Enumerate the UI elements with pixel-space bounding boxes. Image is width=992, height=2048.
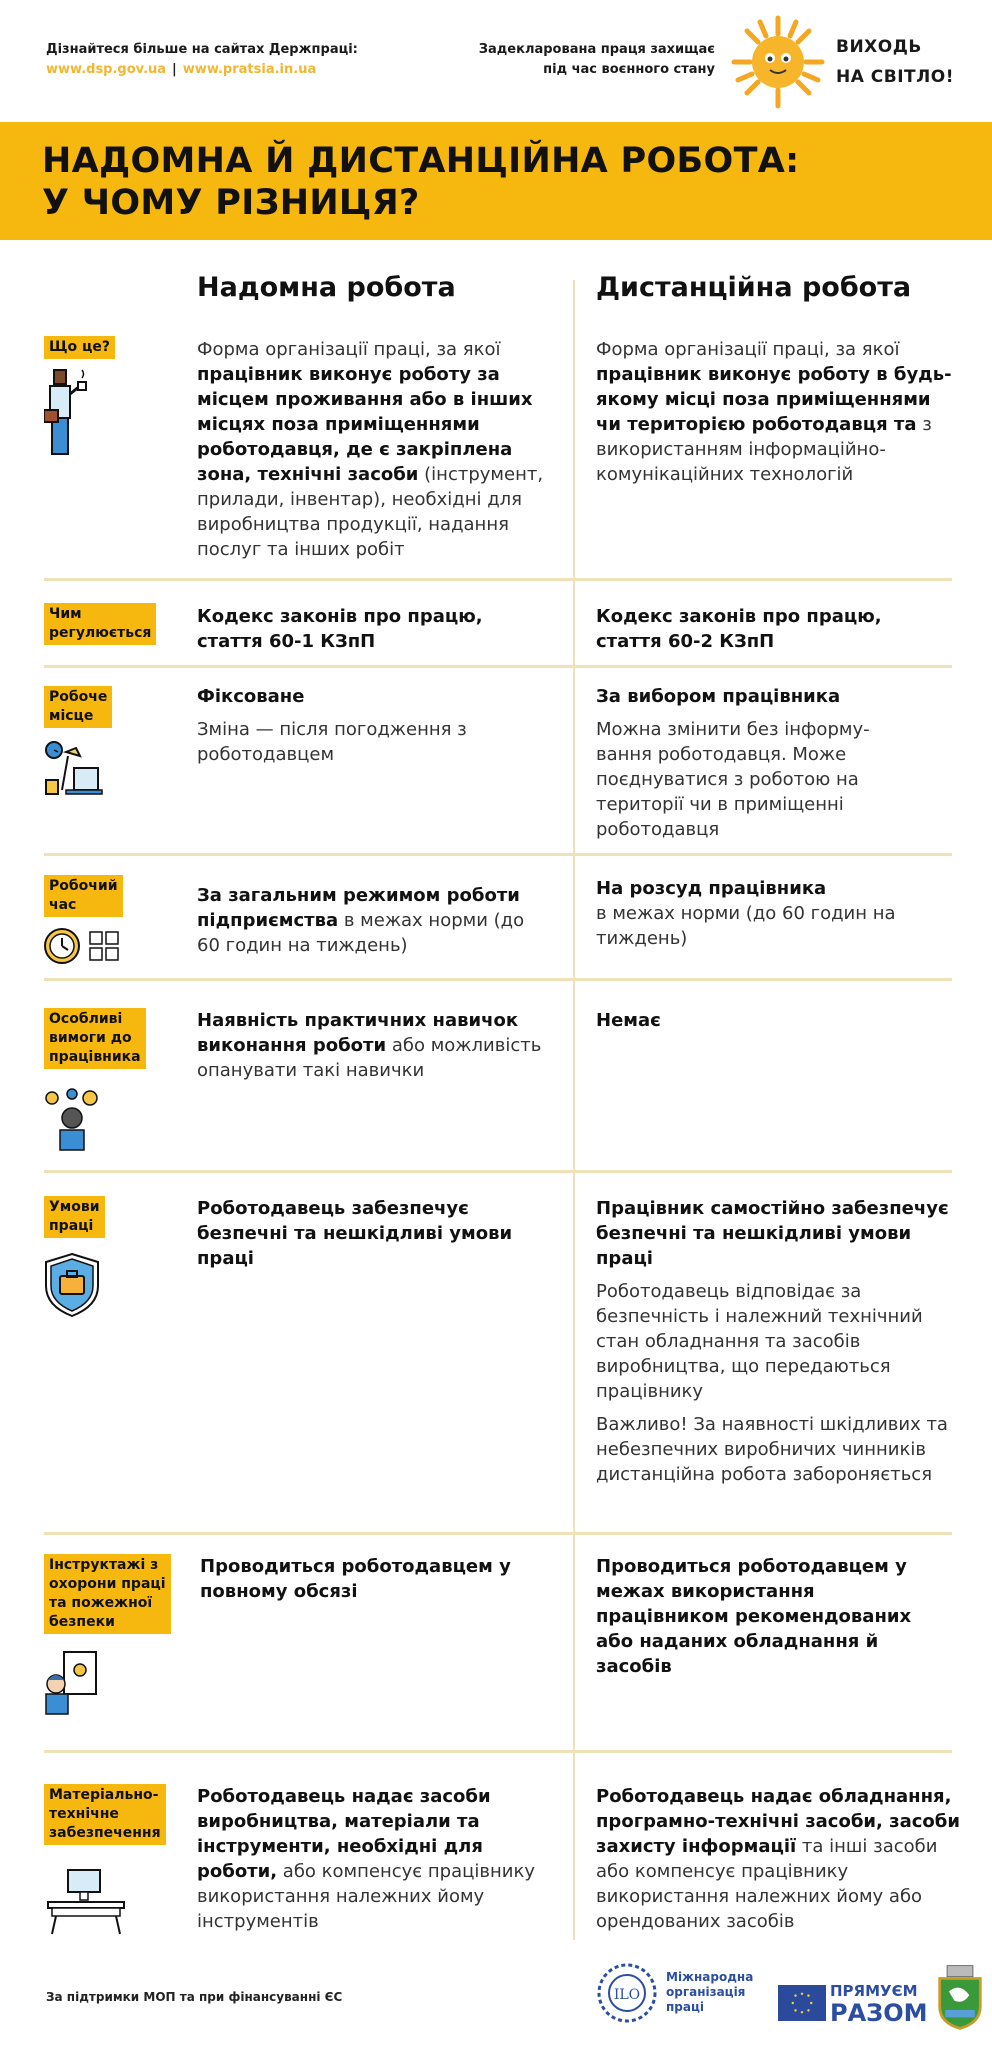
cell-bold-text: Кодекс законів про працю, стаття 60-2 КЗпП <box>596 606 882 652</box>
cell-remote-what-is-it <box>596 337 956 487</box>
cell-bold-text: За вибором працівника <box>596 686 841 707</box>
important-note: Важливо! За наявності шкідливих та небезпечних виробничих чинників дистанційна робота забороняється <box>596 1414 948 1485</box>
row-label-line: час <box>49 897 77 913</box>
instructor-presentation-icon <box>44 1650 100 1716</box>
cell-remote-regulated-by <box>596 604 936 654</box>
column-header-home: Надомна робота <box>197 272 456 303</box>
skills-person-icon <box>44 1088 102 1152</box>
brand-line-1: ВИХОДЬ <box>836 37 922 57</box>
cell-bold-text: Роботодавець надає обладнання, програмно-технічні засоби, засоби захисту інформації <box>596 1786 960 1857</box>
cell-home-regulated-by <box>197 604 537 654</box>
cell-remote-material-support <box>596 1784 966 1934</box>
cell-bold-text: Наявність практичних навичок виконання роботи <box>197 1010 519 1056</box>
row-label-line: Особливі <box>49 1011 123 1027</box>
slogan-line-2: під час воєнного стану <box>543 62 715 77</box>
cell-bold-text: Кодекс законів про працю, стаття 60-1 КЗпП <box>197 606 483 652</box>
eu-flag-icon <box>778 1985 826 2021</box>
slogan-line-1: Задекларована праця захищає <box>478 42 715 57</box>
ilo-name <box>666 1970 753 2015</box>
cell-text: в межах норми (до 60 годин на тиждень) <box>197 910 525 956</box>
link-dsp[interactable]: www.dsp.gov.ua <box>46 62 167 77</box>
row-label-line: Умови <box>49 1199 100 1215</box>
row-label-line: праці <box>49 1218 94 1234</box>
cell-remote-working-time <box>596 876 916 951</box>
row-label-line: Чим <box>49 606 82 622</box>
cell-text: з використанням інформаційно-комунікаційних технологій <box>596 414 932 485</box>
brand-line-2: НА СВІТЛО! <box>836 67 954 87</box>
cell-text: Зміна — після погодження з роботодавцем <box>197 719 467 765</box>
cell-home-what-is-it <box>197 337 559 562</box>
shield-briefcase-icon <box>44 1252 100 1318</box>
row-label-line: Інструктажі з <box>49 1557 159 1573</box>
ilo-name-line: праці <box>666 2000 704 2014</box>
row-divider <box>44 978 952 981</box>
top-header <box>0 0 992 118</box>
row-label-line: працівника <box>49 1049 141 1065</box>
ilo-logo-text: ILO <box>613 1987 641 2003</box>
coat-of-arms-icon <box>936 1962 984 2032</box>
cell-text: Можна змінити без інформу-вання роботодавця. Може поєднуватися з роботою на території чи в приміщенні роботодавця <box>596 719 870 840</box>
cell-remote-working-conditions <box>596 1196 966 1487</box>
cell-home-workplace <box>197 684 537 767</box>
title-line-1: НАДОМНА Й ДИСТАНЦІЙНА РОБОТА: <box>42 141 800 181</box>
cell-remote-workplace <box>596 684 916 842</box>
cell-bold-text: Фіксоване <box>197 686 305 707</box>
row-label-special-requirements <box>44 1008 146 1069</box>
workplace-desk-icon <box>42 740 104 798</box>
cell-bold-text: Проводиться роботодавцем у межах використання працівником рекомендованих або наданих обладнання й засобів <box>596 1556 912 1677</box>
partner-logo <box>830 1980 928 2027</box>
row-label-line: технічне <box>49 1806 119 1822</box>
clock-schedule-icon <box>44 926 124 966</box>
cell-home-material-support <box>197 1784 547 1934</box>
partner-line-2: РАЗОМ <box>830 1999 928 2027</box>
link-separator: | <box>172 62 177 77</box>
row-label-line: Робоче <box>49 689 108 705</box>
row-label-line: Робочий <box>49 878 118 894</box>
row-label-line: Що це? <box>49 339 111 355</box>
computer-desk-icon <box>44 1868 128 1936</box>
cell-text: в межах норми (до 60 годин на тиждень) <box>596 903 896 949</box>
row-label-line: вимоги до <box>49 1030 132 1046</box>
slogan <box>420 40 715 80</box>
row-divider <box>44 1750 952 1753</box>
cell-home-safety-briefings <box>200 1554 540 1604</box>
row-label-working-conditions <box>44 1196 105 1238</box>
title-banner <box>0 122 992 240</box>
cell-remote-special-requirements <box>596 1008 936 1033</box>
row-label-material-support <box>44 1784 166 1845</box>
partner-line-1: ПРЯМУЄМ <box>830 1982 918 2000</box>
ilo-logo-icon <box>596 1962 658 2024</box>
column-divider <box>573 280 575 1940</box>
row-label-workplace <box>44 686 112 728</box>
learn-more-block <box>46 40 358 80</box>
row-label-line: місце <box>49 708 94 724</box>
row-label-working-time <box>44 875 123 917</box>
row-label-line: регулюється <box>49 625 152 641</box>
row-label-line: охорони праці <box>49 1576 166 1592</box>
row-label-safety-briefings <box>44 1554 171 1634</box>
cell-home-working-conditions <box>197 1196 547 1271</box>
row-divider <box>44 853 952 856</box>
cell-bold-text: Роботодавець надає засоби виробництва, матеріали та інструменти, необхідні для роботи, <box>197 1786 491 1882</box>
row-label-line: забезпечення <box>49 1825 161 1841</box>
campaign-brand <box>836 32 954 92</box>
cell-text: або компенсує працівнику використання належних йому інструментів <box>197 1861 535 1932</box>
cell-bold-text: За загальним режимом роботи підприємства <box>197 885 520 931</box>
column-header-remote: Дистанційна робота <box>596 272 912 303</box>
cell-text: або можливість опанувати такі навички <box>197 1035 542 1081</box>
row-divider <box>44 665 952 668</box>
link-pratsia[interactable]: www.pratsia.in.ua <box>182 62 317 77</box>
cell-bold-text: працівник виконує роботу в будь-якому місці поза приміщеннями чи територією роботодавця та <box>596 364 952 435</box>
ilo-name-line: Міжнародна <box>666 1970 754 1984</box>
learn-more-text: Дізнайтеся більше на сайтах Держпраці: <box>46 42 358 57</box>
cell-bold-text: Проводиться роботодавцем у повному обсязі <box>200 1556 511 1602</box>
man-with-coffee-icon <box>44 368 90 458</box>
row-divider <box>44 1532 952 1535</box>
cell-bold-text: Роботодавець забезпечує безпечні та нешкідливі умови праці <box>197 1198 513 1269</box>
row-label-regulated-by <box>44 603 156 645</box>
row-label-line: безпеки <box>49 1614 115 1630</box>
page-title <box>42 140 799 224</box>
cell-bold-text: працівник виконує роботу за місцем проживання або в інших місцях поза приміщеннями роботодавця, де є закріплена зона, технічні засоби <box>197 364 533 485</box>
row-label-line: та пожежної <box>49 1595 153 1611</box>
row-label-what-is-it <box>44 336 115 359</box>
row-divider <box>44 1170 952 1173</box>
row-label-line: Матеріально- <box>49 1787 159 1803</box>
row-divider <box>44 578 952 581</box>
cell-home-special-requirements <box>197 1008 547 1083</box>
ilo-name-line: організація <box>666 1985 746 1999</box>
cell-text: та інші засоби або компенсує працівнику використання належних йому або орендованих засобів <box>596 1836 938 1932</box>
title-line-2: У ЧОМУ РІЗНИЦЯ? <box>42 183 420 223</box>
cell-bold-text: На розсуд працівника <box>596 878 827 899</box>
cell-text: (інструмент, прилади, інвентар), необхідні для виробництва продукції, надання послуг та інших робіт <box>197 464 544 560</box>
sun-mascot-icon <box>730 14 826 110</box>
funding-note: За підтримки МОП та при фінансуванні ЄС <box>46 1990 343 2004</box>
cell-bold-text: Немає <box>596 1010 661 1031</box>
cell-text: Форма організації праці, за якої <box>197 339 501 360</box>
cell-bold-text: Працівник самостійно забезпечує безпечні та нешкідливі умови праці <box>596 1198 949 1269</box>
cell-remote-safety-briefings <box>596 1554 936 1679</box>
cell-text: Форма організації праці, за якої <box>596 339 900 360</box>
cell-home-working-time <box>197 883 547 958</box>
cell-text: Роботодавець відповідає за безпечність і належний технічний стан обладнання та засобів виробництва, що передаються працівнику <box>596 1281 923 1402</box>
